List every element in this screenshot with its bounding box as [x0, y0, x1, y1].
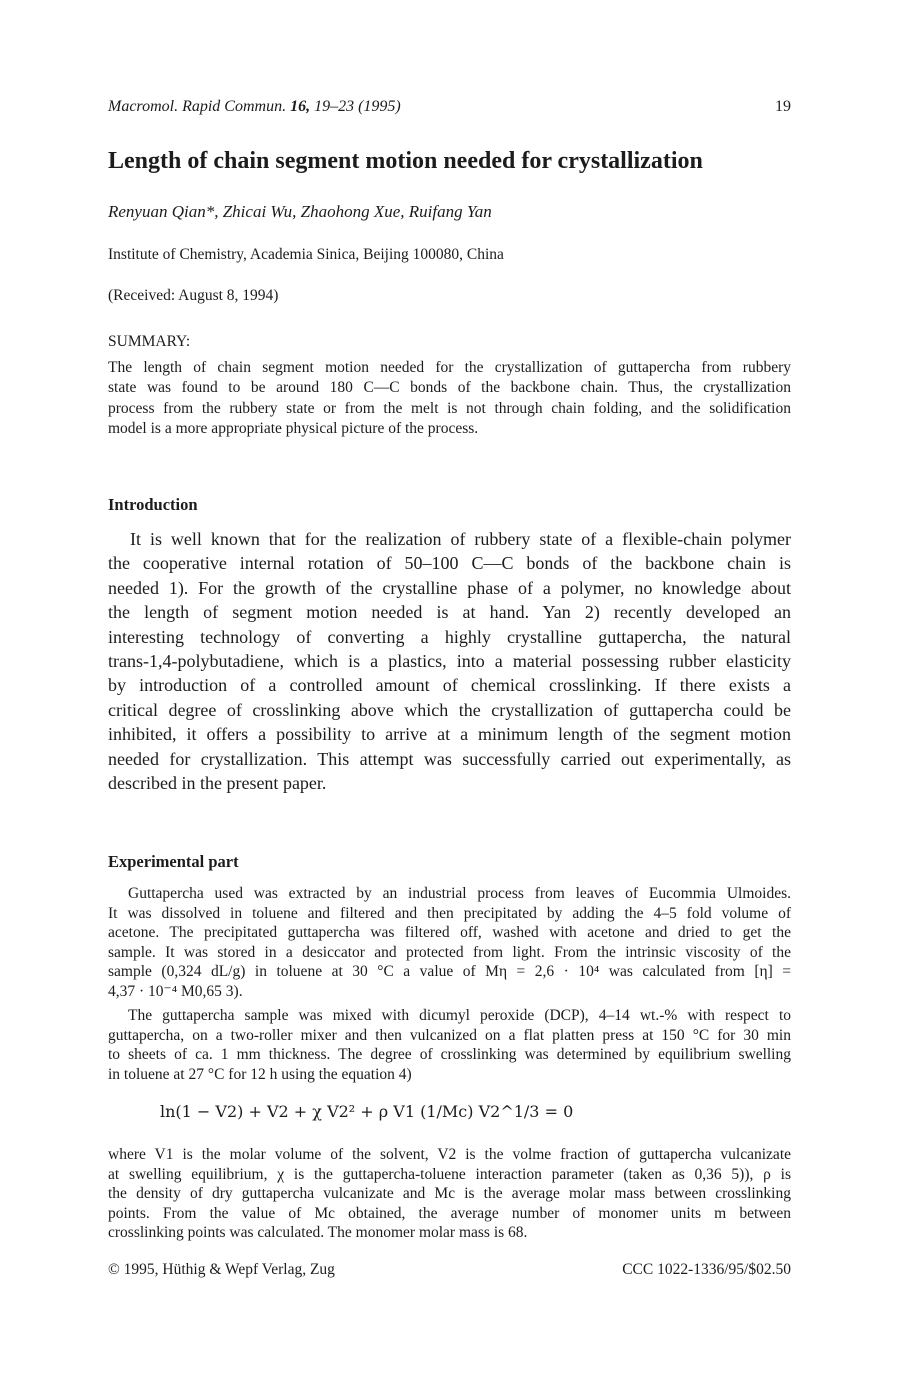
- introduction-text: [108, 527, 791, 795]
- intro-line: the length of segment motion needed is at hand. Yan 2) recently developed an: [108, 602, 791, 623]
- exp-line: sample (0,324 dL/g) in toluene at 30 °C a value of Mη = 2,6 · 10⁴ was calculated from [η] =: [108, 963, 791, 981]
- exp-line: the density of dry guttapercha vulcanizate and Mc is the average molar mass between crosslinking: [108, 1185, 791, 1203]
- exp-line: at swelling equilibrium, χ is the guttapercha-toluene interaction parameter (taken as 0,36 5)), ρ is: [108, 1165, 791, 1183]
- summary-line: The length of chain segment motion needed for the crystallization of guttapercha from rubbery: [108, 359, 791, 376]
- summary-line: state was found to be around 180 C—C bonds of the backbone chain. Thus, the crystallization: [108, 379, 791, 397]
- intro-line: described in the present paper.: [108, 773, 327, 794]
- summary-line: model is a more appropriate physical picture of the process.: [108, 420, 479, 438]
- section-heading-experimental: Experimental part: [108, 852, 239, 871]
- experimental-paragraph-3: [108, 1145, 791, 1243]
- summary-line: process from the rubbery state or from the melt is not through chain folding, and the solidification: [108, 399, 791, 417]
- exp-line: It was dissolved in toluene and filtered and then precipitated by adding the 4–5 fold volume of: [108, 904, 791, 922]
- copyright-notice: © 1995, Hüthig & Wepf Verlag, Zug: [108, 1261, 335, 1278]
- section-heading-introduction: Introduction: [108, 495, 198, 514]
- exp-line: sample. It was stored in a desiccator and protected from light. From the intrinsic viscosity of the: [108, 943, 791, 961]
- intro-line: It is well known that for the realization of rubbery state of a flexible-chain polymer: [130, 529, 791, 549]
- intro-line: by introduction of a controlled amount of chemical crosslinking. If there exists a: [108, 675, 791, 696]
- intro-line: interesting technology of converting a highly crystalline guttapercha, the natural: [108, 626, 791, 647]
- received-date: (Received: August 8, 1994): [108, 287, 279, 304]
- summary-text: [108, 358, 791, 440]
- exp-line: to sheets of ca. 1 mm thickness. The degree of crosslinking was determined by equilibrium swelling: [108, 1046, 791, 1064]
- intro-line: needed for crystallization. This attempt was successfully carried out experimentally, as: [108, 748, 791, 769]
- ccc-code: CCC 1022-1336/95/$02.50: [622, 1261, 791, 1278]
- exp-line: where V1 is the molar volume of the solvent, V2 is the volme fraction of guttapercha vulcanizate: [108, 1146, 791, 1163]
- summary-label: SUMMARY:: [108, 333, 191, 350]
- intro-line: trans-1,4-polybutadiene, which is a plastics, into a material possessing rubber elasticity: [108, 651, 791, 672]
- page-number: 19: [775, 98, 791, 115]
- experimental-paragraph-1: [108, 884, 791, 1002]
- exp-line: guttapercha, on a two-roller mixer and then vulcanized on a flat platten press at 150 °C for 30 min: [108, 1026, 791, 1044]
- exp-line: crosslinking points was calculated. The monomer molar mass is 68.: [108, 1224, 528, 1242]
- exp-line: 4,37 · 10⁻⁴ M0,65 3).: [108, 982, 243, 1000]
- paper-title: Length of chain segment motion needed for crystallization: [108, 148, 703, 174]
- exp-line: acetone. The precipitated guttapercha was filtered off, washed with acetone and dried to get the: [108, 924, 791, 942]
- journal-citation: Macromol. Rapid Commun. 16, 19–23 (1995): [108, 98, 401, 115]
- intro-line: critical degree of crosslinking above which the crystallization of guttapercha could be: [108, 699, 791, 720]
- exp-line: points. From the value of Mc obtained, the average number of monomer units m between: [108, 1204, 791, 1222]
- exp-line: Guttapercha used was extracted by an industrial process from leaves of Eucommia Ulmoides.: [128, 885, 791, 902]
- intro-line: needed 1). For the growth of the crystalline phase of a polymer, no knowledge about: [108, 577, 791, 598]
- author-list: Renyuan Qian*, Zhicai Wu, Zhaohong Xue, Ruifang Yan: [108, 202, 492, 221]
- affiliation: Institute of Chemistry, Academia Sinica, Beijing 100080, China: [108, 246, 504, 263]
- intro-line: the cooperative internal rotation of 50–100 C—C bonds of the backbone chain is: [108, 553, 791, 574]
- swelling-equation: ln(1 − V2) + V2 + χ V2² + ρ V1 (1/Mc) V2^1/3 = 0: [160, 1102, 574, 1121]
- exp-line: in toluene at 27 °C for 12 h using the equation 4): [108, 1065, 412, 1083]
- experimental-paragraph-2: [108, 1006, 791, 1084]
- intro-line: inhibited, it offers a possibility to arrive at a minimum length of the segment motion: [108, 724, 791, 745]
- exp-line: The guttapercha sample was mixed with dicumyl peroxide (DCP), 4–14 wt.-% with respect to: [128, 1007, 791, 1024]
